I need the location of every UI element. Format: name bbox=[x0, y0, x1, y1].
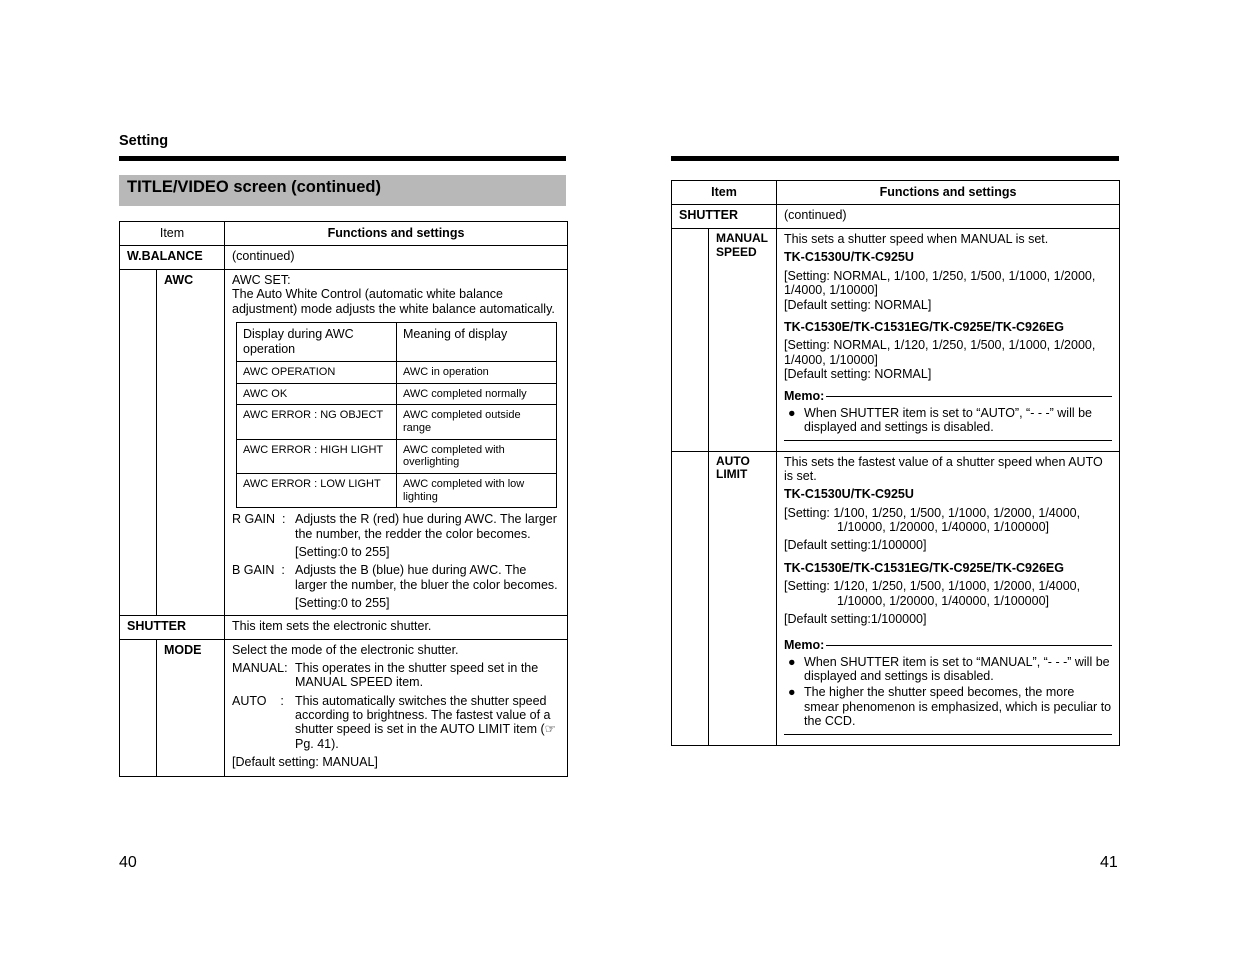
awc-set-label: AWC SET: bbox=[232, 273, 291, 287]
bgain-desc: Adjusts the B (blue) hue during AWC. The larger the number, the bluer the color becomes. bbox=[295, 563, 558, 592]
setting-list: 1/10000, 1/20000, 1/40000, 1/100000] bbox=[837, 593, 1050, 608]
column-header-item: Item bbox=[120, 222, 225, 246]
mode-description bbox=[225, 639, 568, 776]
page-title: TITLE/VIDEO screen (continued) bbox=[119, 175, 566, 206]
wbalance-text: (continued) bbox=[225, 246, 568, 270]
section-label: Setting bbox=[119, 133, 169, 149]
awc-table-cell: AWC ERROR : LOW LIGHT bbox=[237, 473, 397, 507]
default-setting: [Default setting: NORMAL] bbox=[784, 297, 932, 312]
rgain-entry bbox=[232, 512, 560, 541]
column-header-functions: Functions and settings bbox=[777, 181, 1120, 205]
awc-table-cell: AWC completed with overlighting bbox=[397, 439, 557, 473]
memo-box bbox=[784, 389, 1112, 440]
memo-item bbox=[784, 655, 1112, 684]
mode-manual-term: MANUAL: bbox=[232, 660, 292, 675]
mode-manual-desc: This operates in the shutter speed set in the MANUAL SPEED item. bbox=[295, 660, 539, 690]
item-manual-speed: MANUAL SPEED bbox=[709, 229, 777, 452]
model-heading: TK-C1530U/TK-C925U bbox=[784, 250, 914, 265]
manual-speed-intro: This sets a shutter speed when MANUAL is set. bbox=[784, 232, 1049, 246]
page-number-left: 40 bbox=[119, 854, 137, 871]
rgain-desc: Adjusts the R (red) hue during AWC. The larger the number, the redder the color becomes. bbox=[295, 512, 557, 541]
indent-cell bbox=[672, 451, 709, 745]
header-rule-right bbox=[671, 156, 1119, 161]
awc-table-header-display: Display during AWC operation bbox=[237, 323, 397, 362]
bullet-icon: ● bbox=[788, 685, 796, 700]
indent-cell bbox=[120, 639, 157, 776]
awc-table-cell: AWC OPERATION bbox=[237, 362, 397, 384]
item-shutter: SHUTTER bbox=[672, 205, 777, 229]
setting-list: [Setting: 1/120, 1/250, 1/500, 1/1000, 1/2000, 1/4000, bbox=[784, 579, 1081, 594]
memo-text: When SHUTTER item is set to “MANUAL”, “- - -” will be displayed and settings is disabled. bbox=[804, 654, 1110, 683]
default-setting: [Default setting:1/100000] bbox=[784, 611, 927, 626]
bullet-icon: ● bbox=[788, 405, 796, 420]
mode-manual-entry bbox=[232, 661, 560, 690]
awc-description bbox=[225, 270, 568, 616]
bgain-term: B GAIN : bbox=[232, 563, 285, 578]
mode-auto-term: AUTO : bbox=[232, 693, 288, 708]
awc-table-cell: AWC ERROR : NG OBJECT bbox=[237, 405, 397, 439]
shutter-text: This item sets the electronic shutter. bbox=[225, 615, 568, 639]
memo-box bbox=[784, 638, 1112, 734]
settings-table-right bbox=[671, 180, 1120, 746]
awc-display-table bbox=[236, 322, 557, 508]
awc-table-cell: AWC completed normally bbox=[397, 383, 557, 405]
bullet-icon: ● bbox=[788, 654, 796, 669]
mode-auto-desc: This automatically switches the shutter speed according to brightness. The fastest value of a shutter speed is set in the AUTO LIMIT item (☞ Pg. 41). bbox=[295, 693, 556, 751]
awc-table-cell: AWC in operation bbox=[397, 362, 557, 384]
awc-table-cell: AWC completed outside range bbox=[397, 405, 557, 439]
awc-table-header-meaning: Meaning of display bbox=[397, 323, 557, 362]
bgain-entry bbox=[232, 563, 560, 592]
item-awc: AWC bbox=[157, 270, 225, 616]
rgain-term: R GAIN : bbox=[232, 512, 286, 527]
manual-speed-description bbox=[777, 229, 1120, 452]
item-mode: MODE bbox=[157, 639, 225, 776]
memo-title: Memo: bbox=[784, 638, 1112, 652]
mode-auto-entry bbox=[232, 694, 560, 752]
settings-table-left bbox=[119, 221, 568, 777]
column-header-item: Item bbox=[672, 181, 777, 205]
auto-limit-description bbox=[777, 451, 1120, 745]
memo-text: The higher the shutter speed becomes, the more smear phenomenon is emphasized, which is peculiar to the CCD. bbox=[804, 685, 1112, 729]
memo-item bbox=[784, 406, 1112, 435]
default-setting: [Default setting:1/100000] bbox=[784, 538, 927, 553]
setting-list: [Setting: NORMAL, 1/100, 1/250, 1/500, 1/1000, 1/2000, 1/4000, 1/10000] bbox=[784, 268, 1096, 298]
awc-table-cell: AWC ERROR : HIGH LIGHT bbox=[237, 439, 397, 473]
default-setting: [Default setting: NORMAL] bbox=[784, 367, 932, 381]
memo-title: Memo: bbox=[784, 389, 1112, 403]
item-shutter: SHUTTER bbox=[120, 615, 225, 639]
item-auto-limit: AUTO LIMIT bbox=[709, 451, 777, 745]
header-rule-left bbox=[119, 156, 566, 161]
setting-list: 1/10000, 1/20000, 1/40000, 1/100000] bbox=[837, 520, 1050, 534]
setting-list: [Setting: 1/100, 1/250, 1/500, 1/1000, 1/2000, 1/4000, bbox=[784, 505, 1081, 520]
page-number-right: 41 bbox=[1100, 854, 1118, 871]
memo-text: When SHUTTER item is set to “AUTO”, “- - -” will be displayed and settings is disabled. bbox=[804, 405, 1093, 435]
indent-cell bbox=[672, 229, 709, 452]
memo-item bbox=[784, 685, 1112, 728]
awc-table-cell: AWC OK bbox=[237, 383, 397, 405]
model-heading: TK-C1530E/TK-C1531EG/TK-C925E/TK-C926EG bbox=[784, 319, 1064, 334]
auto-limit-intro: This sets the fastest value of a shutter speed when AUTO is set. bbox=[784, 454, 1103, 483]
item-wbalance: W.BALANCE bbox=[120, 246, 225, 270]
model-heading: TK-C1530U/TK-C925U bbox=[784, 487, 914, 502]
awc-table-cell: AWC completed with low lighting bbox=[397, 473, 557, 507]
column-header-functions: Functions and settings bbox=[225, 222, 568, 246]
indent-cell bbox=[120, 270, 157, 616]
setting-list: [Setting: NORMAL, 1/120, 1/250, 1/500, 1/1000, 1/2000, 1/4000, 1/10000] bbox=[784, 338, 1096, 367]
mode-default: [Default setting: MANUAL] bbox=[232, 755, 378, 770]
mode-intro: Select the mode of the electronic shutter. bbox=[232, 642, 459, 657]
awc-desc: The Auto White Control (automatic white balance adjustment) mode adjusts the white balance automatically. bbox=[232, 287, 555, 316]
rgain-setting: [Setting:0 to 255] bbox=[295, 545, 390, 559]
shutter-text: (continued) bbox=[777, 205, 1120, 229]
bgain-setting: [Setting:0 to 255] bbox=[295, 596, 390, 611]
model-heading: TK-C1530E/TK-C1531EG/TK-C925E/TK-C926EG bbox=[784, 560, 1064, 575]
